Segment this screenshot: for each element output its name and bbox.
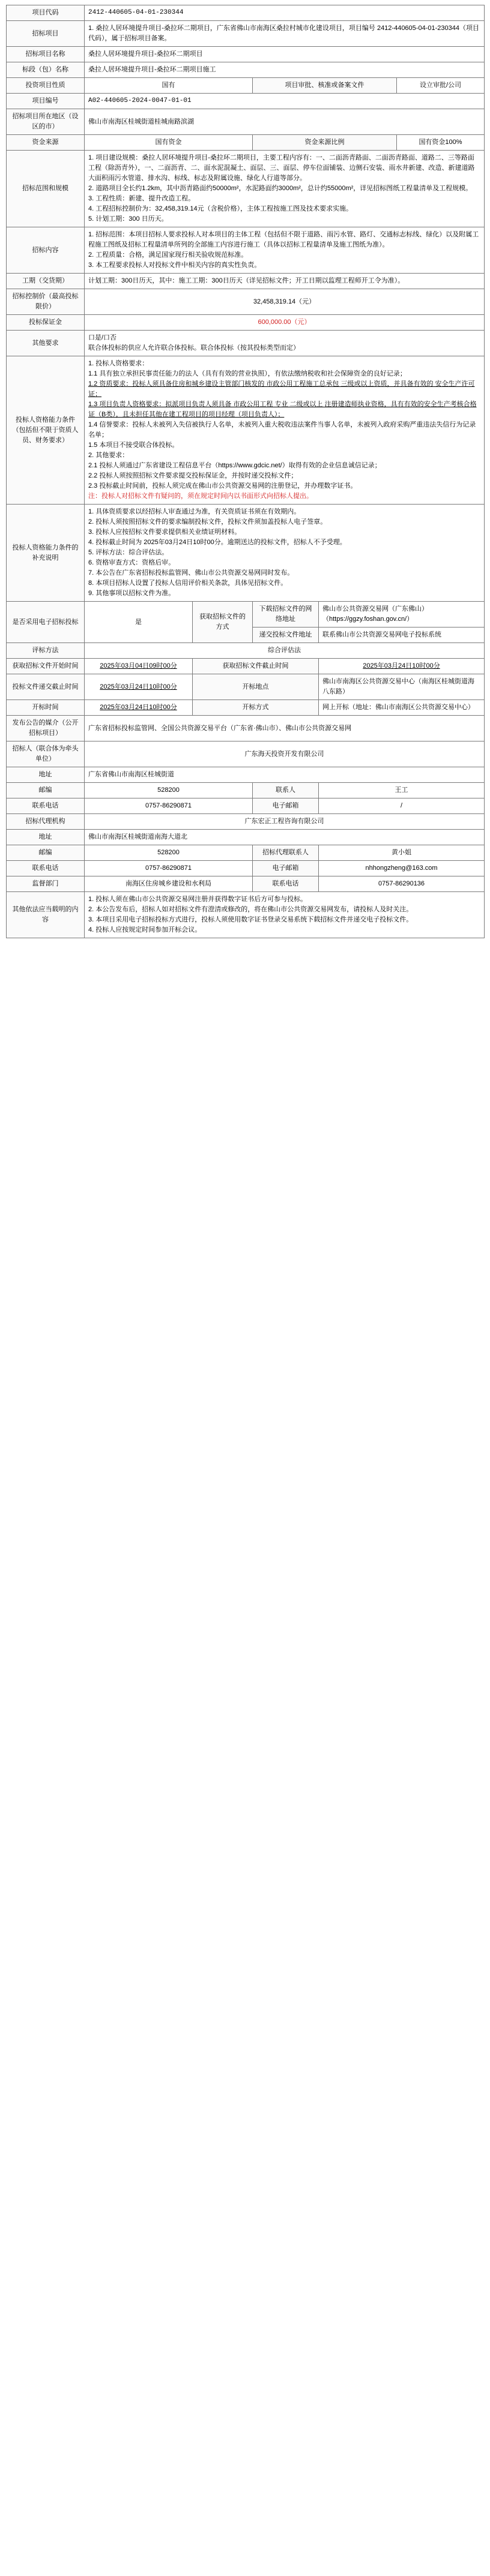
contact-value: 王工 xyxy=(319,783,485,798)
content-item: 2. 工程质量：合格，满足国家现行相关验收规范标准。 xyxy=(88,251,248,259)
supervisor-value: 南海区住房城乡建设和水利局 xyxy=(85,876,253,892)
address-value: 广东省佛山市南海区桂城街道 xyxy=(85,767,485,783)
open-way-value: 网上开标（地址：佛山市南海区公共资源交易中心） xyxy=(319,700,485,716)
tender-project-value: 1. 桑拉人居环境提升项目-桑拉环二期项目，广东省佛山市南海区桑拉村城市化建设项目，项目编号 2412-440605-04-01-230344（项目代码），属于招标项目备案。 xyxy=(85,21,485,47)
row-agent-zip xyxy=(7,845,485,861)
row-code xyxy=(7,94,485,109)
bidder-qual-item: 1.3 项目负责人资格要求：拟派项目负责人须具备 市政公用工程 专业 二级或以上 注册建造师执业资格，具有有效的安全生产考核合格证（B类），且未担任其他在建工程项目的项目经理（项目负责人）； xyxy=(88,401,477,418)
project-code-value: 2412-440605-04-01-230344 xyxy=(85,5,485,21)
content-item: 3. 本工程要求投标人对投标文件中相关内容的真实性负责。 xyxy=(88,262,261,269)
supervisor-label: 监督部门 xyxy=(7,876,85,892)
bidder-qual-note: 注：投标人对招标文件有疑问的，须在规定时间内以书面形式向招标人提出。 xyxy=(88,493,313,500)
agent-label: 招标代理机构 xyxy=(7,814,85,830)
investment-value: 国有 xyxy=(85,78,253,94)
notes-label: 其他依法应当载明的内容 xyxy=(7,892,85,938)
fund-label: 资金来源 xyxy=(7,135,85,151)
row-investment xyxy=(7,78,485,94)
supervisor-phone-value: 0757-86290136 xyxy=(319,876,485,892)
bidder-rules-content xyxy=(85,505,485,602)
row-section xyxy=(7,62,485,78)
row-tenderer-address xyxy=(7,767,485,783)
bond-value: 600,000.00（元） xyxy=(85,315,485,331)
row-e-bidding xyxy=(7,602,485,628)
row-other-req xyxy=(7,331,485,356)
zip-label: 邮编 xyxy=(7,783,85,798)
bidder-qual-item: 1.4 信誉要求：投标人未被列入失信被执行人名单，未被列入重大税收违法案件当事人名单，未被列入政府采购严重违法失信行为记录名单； xyxy=(88,421,476,439)
agent-address-label: 地址 xyxy=(7,830,85,845)
notes-content xyxy=(85,892,485,938)
bidder-rule-item: 9. 其他事项以招标文件为准。 xyxy=(88,590,175,597)
agent-contact-label: 招标代理联系人 xyxy=(253,845,319,861)
content-content xyxy=(85,227,485,274)
fund-value: 国有资金 xyxy=(85,135,253,151)
row-deadline xyxy=(7,674,485,700)
other-req-label: 其他要求 xyxy=(7,331,85,356)
tenderer-label: 招标人（联合体为牵头单位） xyxy=(7,741,85,767)
agent-email-value[interactable]: nhhongzheng@163.com xyxy=(319,861,485,876)
evaluation-value: 综合评估法 xyxy=(85,643,485,659)
bidder-qual-item: 2. 其他要求： xyxy=(88,452,129,459)
row-notes xyxy=(7,892,485,938)
get-doc-end-value: 2025年03月24日10时00分 xyxy=(319,659,485,674)
row-content xyxy=(7,227,485,274)
row-scope xyxy=(7,151,485,227)
get-doc-start-value: 2025年03月04日09时00分 xyxy=(85,659,193,674)
agent-zip-value: 528200 xyxy=(85,845,253,861)
fund-ratio-label: 资金来源比例 xyxy=(253,135,397,151)
bidder-qual-item: 2.3 投标截止时间前，投标人须完成在佛山市公共资源交易网的注册登记，并办理数字证书。 xyxy=(88,482,357,490)
scope-label: 招标范围和规模 xyxy=(7,151,85,227)
scope-item: 2. 道路项目全长约1.2km，其中沥青路面约50000m²，水泥路面约3000m²，总计约55000m²，详见招标图纸工程量清单及工程规模。 xyxy=(88,185,473,192)
get-doc-end-label: 获取招标文件截止时间 xyxy=(193,659,319,674)
row-open-time xyxy=(7,700,485,716)
open-time-label: 开标时间 xyxy=(7,700,85,716)
row-tender-project xyxy=(7,21,485,47)
deadline-value: 2025年03月24日10时00分 xyxy=(85,674,193,700)
contact-label: 联系人 xyxy=(253,783,319,798)
schedule-value: 计划工期：300日历天，其中：施工工期：300日历天（详见招标文件；开工日期以监理工程师开工令为准）。 xyxy=(85,274,485,289)
bidder-rule-item: 3. 投标人应按招标文件要求提供相关业绩证明材料。 xyxy=(88,529,241,536)
open-place-value: 佛山市南海区公共资源交易中心（南海区桂城街道海八东路） xyxy=(319,674,485,700)
schedule-label: 工期（交货期） xyxy=(7,274,85,289)
code-value: A02-440605-2024-0047-01-01 xyxy=(85,94,485,109)
row-project-code xyxy=(7,5,485,21)
row-tenderer-zip xyxy=(7,783,485,798)
scope-item: 1. 项目建设规模：桑拉人居环境提升项目-桑拉环二期项目，主要工程内容有：一、二面沥青路面、二面沥青路面、道路二、三等路面工程（除沥青外），一、二面沥青、二、面水泥混凝土、面层、三、面层、停车位面铺装、边侧石安装、雨水井新建、改造、新建道路大面积雨污水管道、排水沟、标线、标志及附属设施、绿化人行道等部分。 xyxy=(88,154,475,182)
region-value: 佛山市南海区桂城街道桂城南路滨湖 xyxy=(85,109,485,135)
approval-value: 设立审批/公司 xyxy=(397,78,485,94)
agent-value: 广东宏正工程咨询有限公司 xyxy=(85,814,485,830)
row-bidder-rules xyxy=(7,505,485,602)
bidder-rule-item: 5. 评标方法：综合评估法。 xyxy=(88,549,169,556)
address-label: 地址 xyxy=(7,767,85,783)
row-project-name xyxy=(7,47,485,62)
other-req-content xyxy=(85,331,485,356)
scope-item: 3. 工程性质：新建、提升改造工程。 xyxy=(88,195,195,202)
get-doc-url[interactable]: 佛山市公共资源交易网（广东佛山）（https://ggzy.foshan.gov.cn/） xyxy=(319,602,485,628)
project-name-label: 招标项目名称 xyxy=(7,47,85,62)
other-req-value: 口是/口否 xyxy=(88,334,117,341)
row-agent-phone xyxy=(7,861,485,876)
agent-phone-label: 联系电话 xyxy=(7,861,85,876)
row-bidder-qual xyxy=(7,356,485,505)
bidder-qual-item: 1.1 具有独立承担民事责任能力的法人（具有有效的营业执照），有依法缴纳税收和社会保障资金的良好记录； xyxy=(88,370,407,377)
approval-label: 项目审批、核准或备案文件 xyxy=(253,78,397,94)
content-label: 招标内容 xyxy=(7,227,85,274)
note-item: 1. 投标人须在佛山市公共资源交易网注册并获得数字证书后方可参与投标。 xyxy=(88,896,307,903)
bidder-rule-item: 2. 投标人须按照招标文件的要求编制投标文件，投标文件须加盖投标人电子签章。 xyxy=(88,518,327,526)
bond-label: 投标保证金 xyxy=(7,315,85,331)
bidder-rule-item: 4. 投标截止时间为 2025年03月24日10时00分。逾期送达的投标文件，招标人不予受理。 xyxy=(88,539,346,546)
investment-label: 投资项目性质 xyxy=(7,78,85,94)
row-evaluation xyxy=(7,643,485,659)
bidder-qual-item: 2.1 投标人须通过广东省建设工程信息平台（https://www.gdcic.net/）取得有效的企业信息诚信记录； xyxy=(88,462,381,469)
note-item: 3. 本项目采用电子招标投标方式进行，投标人须使用数字证书登录交易系统下载招标文件并递交电子投标文件。 xyxy=(88,916,413,923)
note-item: 2. 本公告发布后，招标人如对招标文件有澄清或修改的，将在佛山市公共资源交易网发布，请投标人及时关注。 xyxy=(88,906,413,913)
control-price-value: 32,458,319.14（元） xyxy=(85,289,485,315)
deadline-label: 投标文件递交截止时间 xyxy=(7,674,85,700)
row-tenderer-phone xyxy=(7,798,485,814)
bidder-rules-label: 投标人资格能力条件的补充说明 xyxy=(7,505,85,602)
e-bidding-label: 是否采用电子招标投标 xyxy=(7,602,85,643)
email-label: 电子邮箱 xyxy=(253,798,319,814)
get-doc-way-value: 下载招标文件的网络地址 xyxy=(253,602,319,628)
bidder-qual-item: 1.2 资质要求：投标人须具备住房和城乡建设主管部门核发的 市政公用工程施工总承包 三级或以上资质，并具备有效的 安全生产许可证； xyxy=(88,380,475,398)
e-bidding-value: 是 xyxy=(85,602,193,643)
row-tenderer xyxy=(7,741,485,767)
code-label: 项目编号 xyxy=(7,94,85,109)
bidder-rule-item: 8. 本项目招标人设置了投标人信用评价相关条款，具体见招标文件。 xyxy=(88,580,288,587)
tender-notice-table xyxy=(6,5,485,938)
agent-address-value: 佛山市南海区桂城街道南海大道北 xyxy=(85,830,485,845)
scope-item: 4. 工程招标控制价为：32,458,319.14元（含税价格），主体工程按施工图及技术要求实施。 xyxy=(88,205,353,212)
project-name-value: 桑拉人居环境提升项目-桑拉环二期项目 xyxy=(85,47,485,62)
scope-content xyxy=(85,151,485,227)
note-item: 4. 投标人应按规定时间参加开标会议。 xyxy=(88,926,202,933)
get-doc-way-label: 获取招标文件的方式 xyxy=(193,602,253,643)
row-media xyxy=(7,716,485,741)
scope-item: 5. 计划工期：300 日历天。 xyxy=(88,215,168,223)
evaluation-label: 评标方法 xyxy=(7,643,85,659)
bidder-qual-item: 2.2 投标人须按照招标文件要求提交投标保证金，并按时递交投标文件； xyxy=(88,472,298,479)
get-doc-start-label: 获取招标文件开始时间 xyxy=(7,659,85,674)
row-supervisor xyxy=(7,876,485,892)
supervisor-phone-label: 联系电话 xyxy=(253,876,319,892)
agent-contact-value: 黄小姐 xyxy=(319,845,485,861)
project-code-label: 项目代码 xyxy=(7,5,85,21)
bidder-qual-item: 1.5 本项目不接受联合体投标。 xyxy=(88,442,179,449)
media-label: 发布公告的媒介（公开招标项目） xyxy=(7,716,85,741)
agent-zip-label: 邮编 xyxy=(7,845,85,861)
row-bond xyxy=(7,315,485,331)
section-name-label: 标段（包）名称 xyxy=(7,62,85,78)
row-region xyxy=(7,109,485,135)
bidder-qual-label: 投标人资格能力条件（包括但不限于资质人员、财务要求） xyxy=(7,356,85,505)
media-value: 广东省招标投标监管网、全国公共资源交易平台（广东省·佛山市）、佛山市公共资源交易网 xyxy=(85,716,485,741)
phone-value: 0757-86290871 xyxy=(85,798,253,814)
row-get-doc-dates xyxy=(7,659,485,674)
tender-project-label: 招标项目 xyxy=(7,21,85,47)
open-time-value: 2025年03月24日10时00分 xyxy=(85,700,193,716)
control-price-label: 招标控制价（最高投标限价） xyxy=(7,289,85,315)
agent-email-label: 电子邮箱 xyxy=(253,861,319,876)
bidder-rule-item: 7. 本公告在广东省招标投标监管网、佛山市公共资源交易网同时发布。 xyxy=(88,569,294,577)
row-fund xyxy=(7,135,485,151)
bidder-rule-item: 6. 资格审查方式：资格后审。 xyxy=(88,559,175,566)
bidder-qual-item: 1. 投标人资格要求： xyxy=(88,360,149,367)
row-agent xyxy=(7,814,485,830)
bidder-qual-content xyxy=(85,356,485,505)
other-req-note: 联合体投标的供应人允许联合体投标。联合体投标（按其投标类型而定） xyxy=(88,344,300,352)
zip-value: 528200 xyxy=(85,783,253,798)
row-agent-address xyxy=(7,830,485,845)
tenderer-value: 广东海天投资开发有限公司 xyxy=(85,741,485,767)
agent-phone-value: 0757-86290871 xyxy=(85,861,253,876)
submit-address-label: 递交投标文件地址 xyxy=(253,628,319,643)
section-name-value: 桑拉人居环境提升项目-桑拉环二期项目施工 xyxy=(85,62,485,78)
phone-label: 联系电话 xyxy=(7,798,85,814)
email-value: / xyxy=(319,798,485,814)
fund-ratio-value: 国有资金100% xyxy=(397,135,485,151)
region-label: 招标项目所在地区（设区的市） xyxy=(7,109,85,135)
content-item: 1. 招标范围：本项目招标人要求投标人对本项目的主体工程（包括但不限于道路、雨污水管、路灯、交通标志标线、绿化）以及附属工程施工图纸及招标工程量清单所列的全部施工内容进行施工（具体以招标工程量清单及施工图纸为准）。 xyxy=(88,231,479,248)
submit-address-value: 联系佛山市公共资源交易网电子投标系统 xyxy=(319,628,485,643)
open-place-label: 开标地点 xyxy=(193,674,319,700)
open-way-label: 开标方式 xyxy=(193,700,319,716)
row-schedule xyxy=(7,274,485,289)
row-control-price xyxy=(7,289,485,315)
bidder-rule-item: 1. 具体资质要求以经招标人审查通过为准，有关资质证书须在有效期内。 xyxy=(88,508,301,515)
